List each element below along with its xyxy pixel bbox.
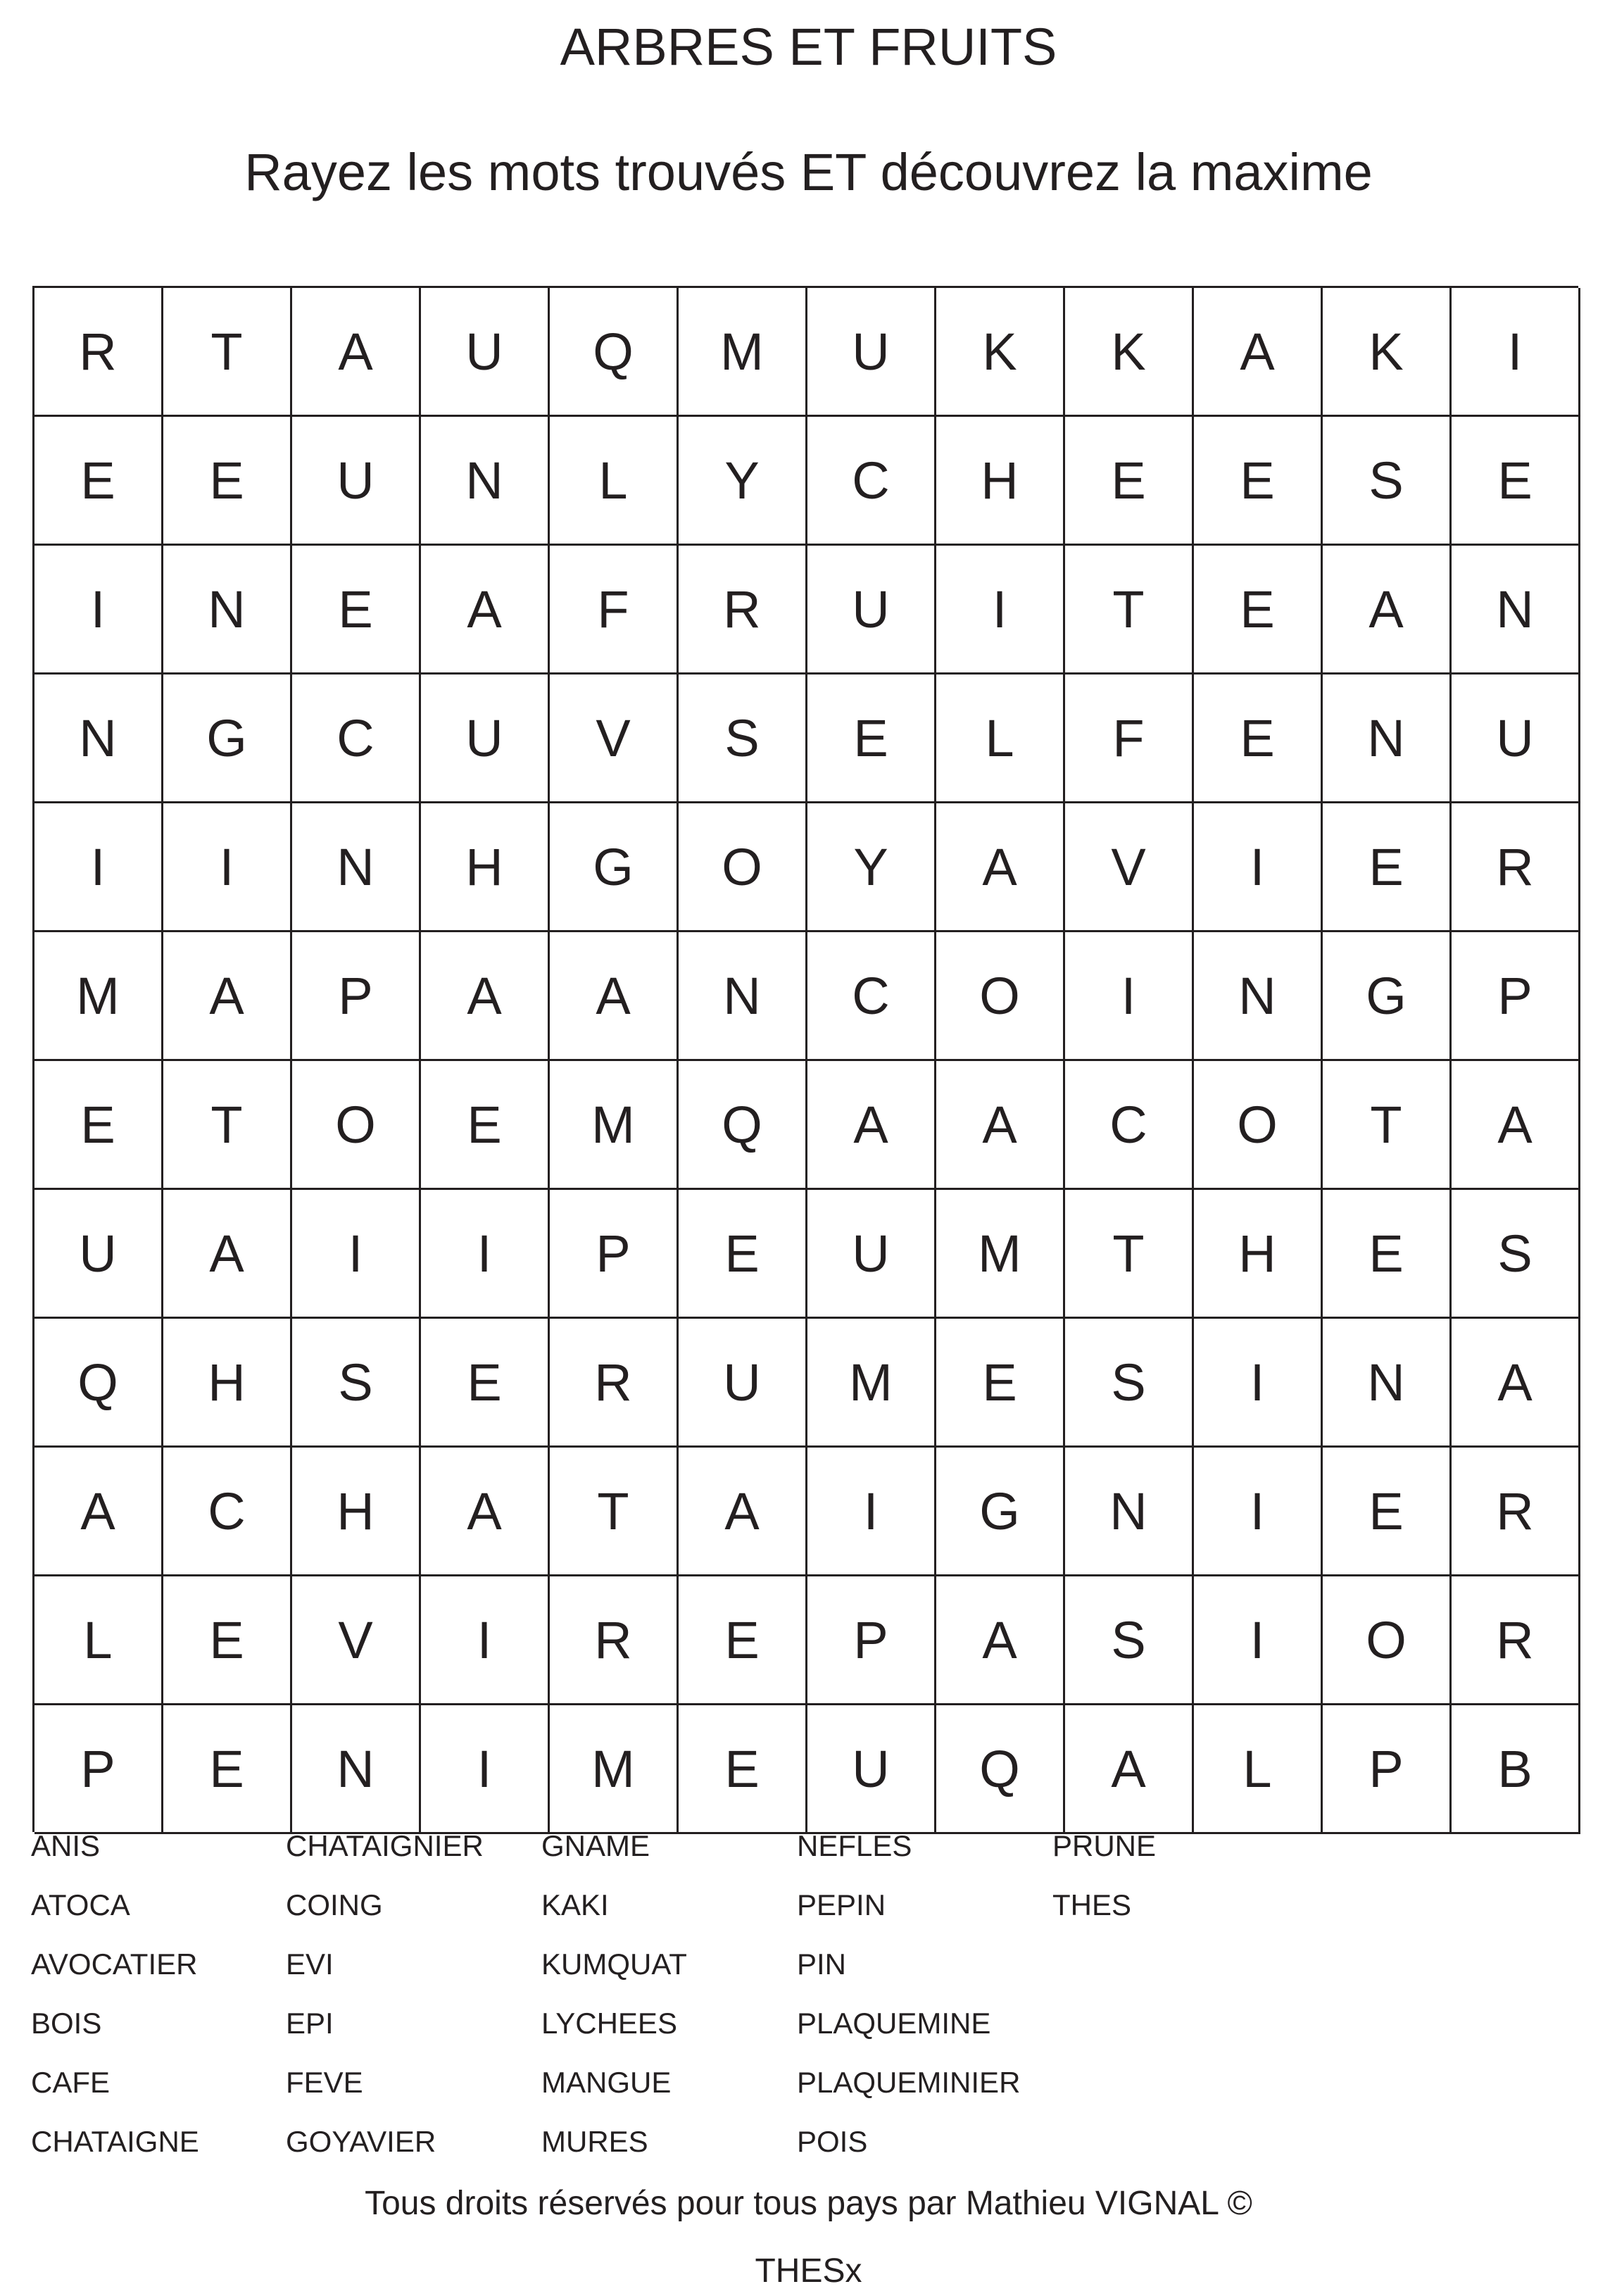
grid-cell: I bbox=[34, 803, 163, 932]
grid-cell: A bbox=[936, 803, 1065, 932]
grid-cell: A bbox=[550, 932, 679, 1061]
grid-cell: A bbox=[163, 932, 292, 1061]
grid-cell: I bbox=[421, 1576, 550, 1705]
word-list-item: PRUNE bbox=[1052, 1829, 1157, 1862]
grid-cell: E bbox=[1194, 546, 1323, 675]
grid-cell: C bbox=[1065, 1061, 1194, 1190]
grid-cell: P bbox=[34, 1705, 163, 1834]
word-list-item: NEFLES bbox=[797, 1829, 912, 1862]
grid-cell: U bbox=[679, 1319, 807, 1448]
grid-cell: N bbox=[292, 1705, 421, 1834]
word-list-item: CHATAIGNE bbox=[31, 2125, 199, 2158]
grid-cell: A bbox=[679, 1448, 807, 1576]
grid-cell: H bbox=[163, 1319, 292, 1448]
grid-cell: E bbox=[34, 417, 163, 546]
word-list-item: THES bbox=[1052, 1888, 1132, 1921]
grid-cell: I bbox=[421, 1190, 550, 1319]
grid-cell: S bbox=[679, 675, 807, 803]
word-list-item: ANIS bbox=[31, 1829, 101, 1862]
grid-cell: Q bbox=[34, 1319, 163, 1448]
grid-cell: C bbox=[807, 932, 936, 1061]
word-list-item: EVI bbox=[286, 1947, 334, 1981]
grid-cell: E bbox=[936, 1319, 1065, 1448]
word-list-item: MURES bbox=[541, 2125, 648, 2158]
grid-cell: E bbox=[1194, 417, 1323, 546]
grid-cell: V bbox=[292, 1576, 421, 1705]
grid-cell: N bbox=[1065, 1448, 1194, 1576]
grid-cell: A bbox=[421, 1448, 550, 1576]
grid-cell: O bbox=[1194, 1061, 1323, 1190]
grid-cell: E bbox=[163, 1705, 292, 1834]
word-list-item: GNAME bbox=[541, 1829, 650, 1862]
grid-cell: L bbox=[550, 417, 679, 546]
word-list-item: FEVE bbox=[286, 2066, 363, 2099]
grid-cell: A bbox=[163, 1190, 292, 1319]
grid-cell: K bbox=[1065, 288, 1194, 417]
grid-cell: A bbox=[34, 1448, 163, 1576]
grid-cell: T bbox=[163, 1061, 292, 1190]
grid-cell: U bbox=[421, 288, 550, 417]
grid-cell: L bbox=[34, 1576, 163, 1705]
grid-cell: Q bbox=[679, 1061, 807, 1190]
grid-cell: A bbox=[1323, 546, 1452, 675]
grid-cell: G bbox=[163, 675, 292, 803]
grid-cell: R bbox=[34, 288, 163, 417]
grid-cell: S bbox=[1323, 417, 1452, 546]
word-list-item: MANGUE bbox=[541, 2066, 672, 2099]
grid-cell: E bbox=[163, 1576, 292, 1705]
grid-cell: A bbox=[421, 932, 550, 1061]
grid-cell: A bbox=[1452, 1319, 1580, 1448]
grid-cell: E bbox=[421, 1319, 550, 1448]
grid-cell: M bbox=[936, 1190, 1065, 1319]
grid-cell: G bbox=[1323, 932, 1452, 1061]
grid-cell: E bbox=[679, 1576, 807, 1705]
grid-cell: A bbox=[936, 1576, 1065, 1705]
grid-cell: E bbox=[1194, 675, 1323, 803]
grid-cell: L bbox=[1194, 1705, 1323, 1834]
grid-cell: I bbox=[421, 1705, 550, 1834]
grid-cell: I bbox=[1194, 1576, 1323, 1705]
word-list-column bbox=[1052, 1817, 1156, 1935]
grid-cell: T bbox=[1065, 546, 1194, 675]
word-list-item: CHATAIGNIER bbox=[286, 1829, 484, 1862]
grid-cell: E bbox=[1323, 1448, 1452, 1576]
grid-cell: O bbox=[292, 1061, 421, 1190]
grid-cell: R bbox=[550, 1576, 679, 1705]
grid-cell: N bbox=[1194, 932, 1323, 1061]
grid-cell: R bbox=[1452, 1576, 1580, 1705]
word-list-item: BOIS bbox=[31, 2007, 102, 2040]
word-list-item: KUMQUAT bbox=[541, 1947, 687, 1981]
word-list-column bbox=[286, 1817, 484, 2171]
page-title: ARBRES ET FRUITS bbox=[560, 18, 1057, 76]
grid-cell: M bbox=[34, 932, 163, 1061]
grid-cell: T bbox=[1323, 1061, 1452, 1190]
word-search-grid bbox=[32, 286, 1578, 1832]
grid-cell: C bbox=[163, 1448, 292, 1576]
grid-cell: K bbox=[936, 288, 1065, 417]
grid-cell: A bbox=[936, 1061, 1065, 1190]
grid-cell: Y bbox=[679, 417, 807, 546]
word-list bbox=[31, 1817, 1580, 2183]
grid-cell: N bbox=[1452, 546, 1580, 675]
grid-cell: O bbox=[936, 932, 1065, 1061]
grid-cell: I bbox=[34, 546, 163, 675]
word-list-item: GOYAVIER bbox=[286, 2125, 436, 2158]
grid-cell: B bbox=[1452, 1705, 1580, 1834]
grid-cell: U bbox=[807, 1190, 936, 1319]
grid-cell: N bbox=[292, 803, 421, 932]
grid-cell: G bbox=[936, 1448, 1065, 1576]
grid-cell: U bbox=[292, 417, 421, 546]
grid-cell: N bbox=[421, 417, 550, 546]
grid-cell: E bbox=[163, 417, 292, 546]
grid-cell: A bbox=[421, 546, 550, 675]
grid-cell: I bbox=[1194, 803, 1323, 932]
grid-cell: I bbox=[807, 1448, 936, 1576]
grid-cell: P bbox=[807, 1576, 936, 1705]
grid-cell: E bbox=[1452, 417, 1580, 546]
grid-cell: M bbox=[550, 1705, 679, 1834]
grid-cell: R bbox=[1452, 803, 1580, 932]
grid-cell: P bbox=[1323, 1705, 1452, 1834]
word-list-item: PLAQUEMINIER bbox=[797, 2066, 1021, 2099]
word-list-item: AVOCATIER bbox=[31, 1947, 198, 1981]
grid-cell: R bbox=[550, 1319, 679, 1448]
grid-cell: U bbox=[807, 546, 936, 675]
grid-cell: C bbox=[807, 417, 936, 546]
grid-cell: I bbox=[163, 803, 292, 932]
grid-cell: H bbox=[936, 417, 1065, 546]
grid-cell: Q bbox=[550, 288, 679, 417]
word-list-item: CAFE bbox=[31, 2066, 111, 2099]
grid-cell: E bbox=[292, 546, 421, 675]
grid-cell: P bbox=[550, 1190, 679, 1319]
grid-cell: K bbox=[1323, 288, 1452, 417]
word-list-item: LYCHEES bbox=[541, 2007, 677, 2040]
grid-cell: M bbox=[807, 1319, 936, 1448]
grid-cell: N bbox=[163, 546, 292, 675]
grid-cell: R bbox=[679, 546, 807, 675]
grid-cell: E bbox=[34, 1061, 163, 1190]
grid-cell: E bbox=[679, 1705, 807, 1834]
grid-cell: Q bbox=[936, 1705, 1065, 1834]
grid-cell: I bbox=[1194, 1319, 1323, 1448]
grid-cell: I bbox=[1194, 1448, 1323, 1576]
grid-cell: E bbox=[679, 1190, 807, 1319]
grid-cell: H bbox=[421, 803, 550, 932]
grid-cell: A bbox=[292, 288, 421, 417]
grid-cell: G bbox=[550, 803, 679, 932]
grid-cell: E bbox=[421, 1061, 550, 1190]
grid-cell: U bbox=[34, 1190, 163, 1319]
grid-cell: E bbox=[1065, 417, 1194, 546]
word-list-item: PEPIN bbox=[797, 1888, 886, 1921]
grid-cell: V bbox=[1065, 803, 1194, 932]
grid-cell: R bbox=[1452, 1448, 1580, 1576]
grid-cell: U bbox=[421, 675, 550, 803]
grid-cell: A bbox=[1065, 1705, 1194, 1834]
grid-cell: M bbox=[679, 288, 807, 417]
copyright-notice: Tous droits réservés pour tous pays par Mathieu VIGNAL © bbox=[365, 2185, 1252, 2222]
grid-cell: O bbox=[679, 803, 807, 932]
grid-cell: I bbox=[1065, 932, 1194, 1061]
grid-cell: P bbox=[292, 932, 421, 1061]
word-list-column bbox=[541, 1817, 687, 2171]
grid-cell: I bbox=[936, 546, 1065, 675]
grid-cell: U bbox=[1452, 675, 1580, 803]
grid-cell: N bbox=[1323, 1319, 1452, 1448]
grid-cell: L bbox=[936, 675, 1065, 803]
grid-cell: I bbox=[292, 1190, 421, 1319]
grid-cell: I bbox=[1452, 288, 1580, 417]
grid-cell: T bbox=[550, 1448, 679, 1576]
grid-cell: T bbox=[1065, 1190, 1194, 1319]
grid-cell: A bbox=[1452, 1061, 1580, 1190]
grid-cell: O bbox=[1323, 1576, 1452, 1705]
word-list-item: POIS bbox=[797, 2125, 868, 2158]
grid-cell: A bbox=[807, 1061, 936, 1190]
word-list-item: EPI bbox=[286, 2007, 334, 2040]
grid-cell: E bbox=[1323, 803, 1452, 932]
word-list-column bbox=[31, 1817, 199, 2171]
grid-cell: M bbox=[550, 1061, 679, 1190]
grid-cell: E bbox=[807, 675, 936, 803]
grid-cell: H bbox=[292, 1448, 421, 1576]
word-list-item: KAKI bbox=[541, 1888, 609, 1921]
grid-cell: S bbox=[1065, 1576, 1194, 1705]
word-list-column bbox=[797, 1817, 1020, 2171]
grid-cell: V bbox=[550, 675, 679, 803]
word-list-item: COING bbox=[286, 1888, 383, 1921]
grid-cell: P bbox=[1452, 932, 1580, 1061]
grid-cell: T bbox=[163, 288, 292, 417]
grid-cell: E bbox=[1323, 1190, 1452, 1319]
grid-cell: H bbox=[1194, 1190, 1323, 1319]
grid-cell: S bbox=[1065, 1319, 1194, 1448]
grid-cell: U bbox=[807, 288, 936, 417]
grid-cell: A bbox=[1194, 288, 1323, 417]
page-subtitle: Rayez les mots trouvés ET découvrez la maxime bbox=[244, 143, 1373, 201]
solution-code: THESx bbox=[755, 2252, 862, 2290]
grid-cell: N bbox=[679, 932, 807, 1061]
word-list-item: PIN bbox=[797, 1947, 847, 1981]
grid-cell: Y bbox=[807, 803, 936, 932]
grid-cell: U bbox=[807, 1705, 936, 1834]
grid-cell: F bbox=[1065, 675, 1194, 803]
grid-cell: C bbox=[292, 675, 421, 803]
word-list-item: PLAQUEMINE bbox=[797, 2007, 991, 2040]
grid-cell: N bbox=[34, 675, 163, 803]
word-list-item: ATOCA bbox=[31, 1888, 130, 1921]
grid-cell: F bbox=[550, 546, 679, 675]
grid-cell: N bbox=[1323, 675, 1452, 803]
grid-cell: S bbox=[1452, 1190, 1580, 1319]
grid-cell: S bbox=[292, 1319, 421, 1448]
